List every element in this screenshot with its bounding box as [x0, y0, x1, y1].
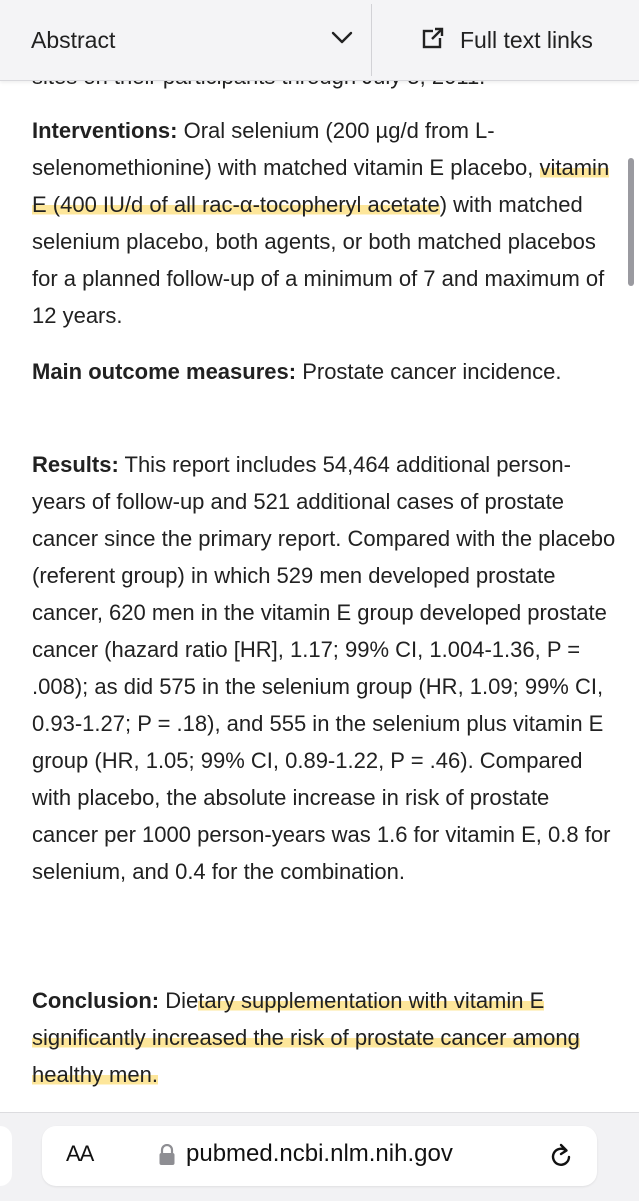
- text-size-button[interactable]: AA: [66, 1141, 94, 1166]
- scrollbar[interactable]: [628, 158, 634, 286]
- top-tab-bar: [0, 0, 639, 81]
- browser-bottom-bar: [0, 1112, 639, 1201]
- outcome-heading: Main outcome measures:: [32, 359, 297, 384]
- outcome-text: Prostate cancer incidence.: [296, 359, 562, 384]
- previous-tab-edge[interactable]: [0, 1126, 12, 1186]
- interventions-text-1: Oral selenium (200 µg/d from L-selenomethionine) with matched vitamin E placebo,: [32, 118, 540, 180]
- interventions-text-2: ) with matched selenium placebo, both agents, or both matched placebos for a planned follow-up of a minimum of 7 and maximum of 12 years.: [32, 192, 605, 328]
- interventions-heading: Interventions:: [32, 118, 178, 143]
- abstract-dropdown[interactable]: [0, 0, 371, 80]
- chevron-down-icon: [331, 31, 353, 50]
- full-text-links-label: Full text links: [460, 26, 593, 53]
- conclusion-heading: Conclusion:: [32, 988, 160, 1013]
- results-paragraph: [32, 446, 617, 890]
- results-heading: Results:: [32, 452, 119, 477]
- reload-icon[interactable]: [548, 1142, 574, 1175]
- url-text: pubmed.ncbi.nlm.nih.gov: [186, 1140, 453, 1167]
- outcome-paragraph: [32, 353, 617, 390]
- lock-icon: [158, 1144, 176, 1171]
- interventions-highlight: vitamin E (400 IU/d of all rac-α-tocopheryl acetate: [32, 155, 610, 217]
- full-text-links-button[interactable]: [372, 0, 639, 80]
- external-link-icon: [422, 27, 444, 54]
- conclusion-text-1: Die: [159, 988, 199, 1013]
- interventions-paragraph: [32, 112, 617, 334]
- results-text: This report includes 54,464 additional person-years of follow-up and 521 additional cases of prostate cancer since the primary report. Compared with the placebo (referent group) in which 529 men developed prostate cancer, 620 men in the vitamin E group developed prostate cancer (hazard ratio [HR], 1.17; 99% CI, 1.004-1.36, P = .008); as did 575 in the selenium group (HR, 1.09; 99% CI, 0.93-1.27; P = .18), and 555 in the selenium plus vitamin E group (HR, 1.05; 99% CI, 0.89-1.22, P = .46). Compared with placebo, the absolute increase in risk of prostate cancer per 1000 person-years was 1.6 for vitamin E, 0.8 for selenium, and 0.4 for the combination.: [32, 452, 616, 884]
- conclusion-highlight: tary supplementation with vitamin E significantly increased the risk of prostate cancer among healthy men.: [32, 988, 580, 1087]
- abstract-label: Abstract: [31, 26, 116, 53]
- address-bar[interactable]: [42, 1126, 597, 1186]
- conclusion-paragraph: [32, 982, 617, 1093]
